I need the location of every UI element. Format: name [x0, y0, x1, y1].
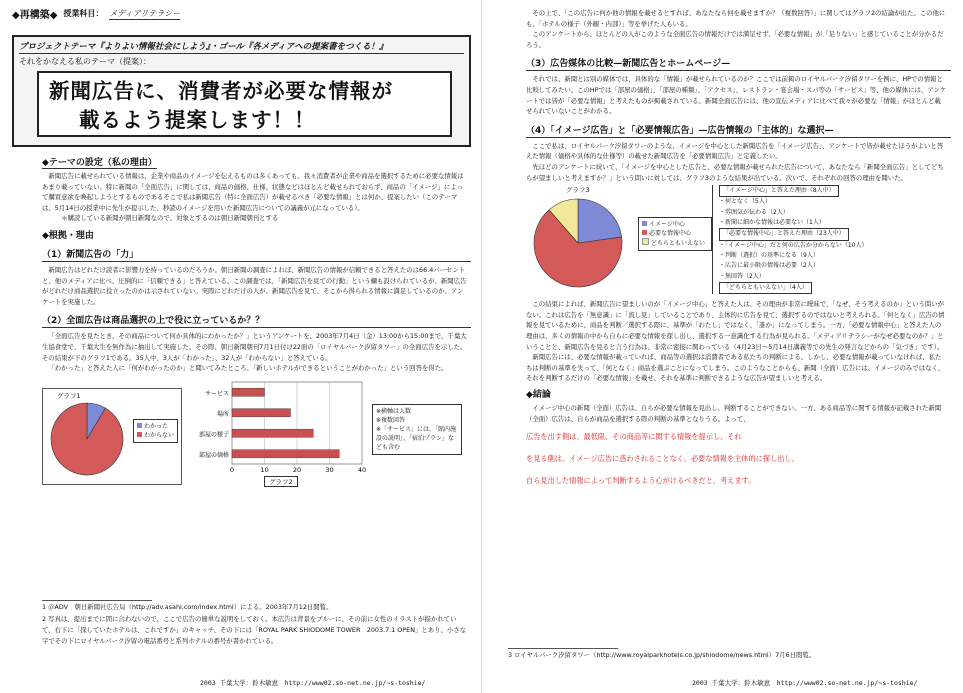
graph2-bars — [192, 376, 372, 488]
proposal-label: それをかなえる私のテーマ（提案）： — [19, 57, 151, 66]
legend-item-neither — [642, 238, 708, 248]
subject-label: 授業科目： — [63, 9, 104, 18]
legend-label: 必要な情報中心 — [649, 230, 692, 238]
graph1-pie — [45, 399, 145, 483]
legend-label: どちらともいえない — [651, 240, 706, 248]
graph3-pie — [526, 195, 646, 295]
bar-場所 — [232, 408, 291, 416]
y-category-label: 部屋の様子 — [198, 431, 229, 439]
graph1 — [42, 388, 182, 485]
header-title: ◆再構築◆ — [12, 10, 58, 21]
bar-部屋の様子 — [232, 429, 313, 437]
pie-slice-0 — [578, 199, 622, 243]
paragraph: その上で、「この広告に何か他の情報を載せるとすれば、あなたなら何を載せますか？（複数回答）」に関してはグラフ2の結論が出た。この他にも、「ホテルの様子（外観・内部）」等を挙げた人もいる。 — [526, 9, 946, 28]
section-heading-conclusion: ◆結論 — [526, 389, 551, 400]
footnote-1: 1 ＠ADV 朝日新聞社広告局（http://adv.asahi.com/index.html）による。2003年7月12日閲覧。 — [42, 603, 333, 611]
graph2 — [192, 376, 468, 488]
legend-item-info — [642, 229, 708, 238]
y-category-label: 部屋の価格 — [198, 451, 229, 459]
bar-サービス — [232, 388, 265, 396]
x-tick-label: 20 — [292, 465, 302, 474]
conclusion-red-line1: 広告を出す側は、最低限、その商品等に関する情報を提示し、それ — [526, 431, 742, 441]
graph3-legend — [638, 217, 712, 251]
graph3-reasons — [712, 185, 941, 294]
graph2-notes: ※横軸は人数 ※複数回答 ※「サービス」には、「館内施設の説明」、「宿泊プラン」なども含む — [372, 404, 462, 455]
x-tick-label: 40 — [357, 465, 367, 474]
reason-item: ・「イメージ中心」だと何の広告か分からない（10人） — [719, 241, 868, 249]
header — [12, 6, 471, 21]
proposal-title-box — [37, 71, 452, 137]
graph3-title: グラフ3 — [566, 186, 590, 195]
subheading-usefulness: （2）全面広告は商品選択の上で役に立っているか？？ — [42, 313, 471, 328]
theme-box — [12, 35, 471, 147]
paragraph: 「全面広告を見たとき、その商品について何か具体的にわかったか？」というアンケートを、2003年7月4日（金）13:00から15:00まで、千葉大生協食堂で、千葉大生を無作為に抽出して実施した。その際、朝日新聞朝刊7月1日付け22面の「ロイヤルパーク汐留タワー」の全面広告を示した。その結果が下のグラフ1である。35人中、3人が「わかった」、32人が「わからない」と答えている。 — [42, 332, 467, 362]
graph1-legend — [133, 419, 178, 443]
paragraph: 新聞広告はどれだけ読者に影響力を持っているのだろうか。朝日新聞の調査によれば、新聞広告の情報が信頼できると答えたのは66.4パーセントと、他のメディアに比べ、圧倒的に「信頼できる」と答えている。この調査では、「新聞広告を見ての行動」という欄も設けられているが、新聞広告がどれだけ商品選択に役立ったのかは示されていない。実際にどれだけの人が、新聞広告を見て、そこから得られる情報に満足しているのか、アンケートを実施した。 — [42, 265, 467, 306]
reason-heading-image: 「イメージ中心」と答えた理由（8人中） — [719, 185, 839, 197]
reason-item: ・無回答（2人） — [719, 272, 765, 280]
legend-label: イメージ中心 — [649, 221, 685, 229]
x-tick-label: 10 — [260, 465, 269, 474]
project-theme-band: プロジェクトテーマ『よりよい情報社会にしよう』・ゴール『各メディアへの提案書をつくる！』 — [19, 40, 464, 54]
y-category-label: 場所 — [216, 410, 229, 418]
pie-slice-1 — [51, 403, 123, 475]
proposal-title-line1: 新聞広告に、消費者が必要な情報が — [49, 79, 393, 103]
x-tick-label: 30 — [325, 465, 334, 474]
subheading-power: （1）新聞広告の「力」 — [42, 247, 471, 262]
right-page — [482, 0, 963, 693]
bar-部屋の価格 — [232, 449, 339, 457]
legend-label: わかった — [144, 422, 169, 430]
reason-item: ・判断（選択）の基準になる（9人） — [719, 251, 819, 259]
paragraph: 「わかった」と答えた人に「何がわかったのか」と聞いてみたところ、「新しいホテルができるということがわかった」という回答を得た。 — [48, 364, 448, 373]
proposal-title-line2: 載るよう提案します！！ — [79, 108, 316, 132]
footnote-3: 3 ロイヤルパーク汐留タワー（http://www.royalparkhotels.co.jp/shiodome/news.html）7月6日閲覧。 — [508, 651, 816, 659]
graph1-title: グラフ1 — [57, 391, 81, 400]
y-category-label: サービス — [204, 390, 229, 398]
legend-item-understood — [137, 422, 174, 431]
graph3-row — [526, 185, 951, 299]
reason-item: ・新聞に細かな情報は必要ない（1人） — [719, 219, 825, 227]
reason-item: ・何となく（5人） — [719, 198, 771, 206]
paragraph: 新聞広告に載せられている情報は、企業や商品のイメージを伝えるものは多くあっても、我々消費者が企業や商品を選択するために必要な情報はあまり載っていない。特に新聞の「全面広告」に関しては、商品の価格、仕様、状態などはほとんど載せられておらず、商品の「イメージ」によって購買意欲を喚起しようとするものであるそこで私は新聞広告（特に全面広告）が載せるべき「必要な情報」とは何か、提案したい（このテーマは、5月14日の授業中に先生が提示した、秒読のイメージを用いた新聞広告についての議義が元になっている）。 — [42, 172, 464, 212]
subheading-media-compare: （3）広告媒体の比較—新聞広告とホームページ— — [526, 56, 951, 71]
legend-item-not-understood — [137, 431, 174, 440]
x-tick-label: 0 — [229, 465, 235, 474]
paragraph: このアンケートから、ほとんどの人がこのような全面広告の情報だけでは満足せず、「必要な情報」が「足りない」と感じていることが分かるだろう。 — [526, 30, 944, 49]
reason-item: ・広告に最小限の情報は必要（2人） — [719, 262, 819, 270]
paragraph: ここで私は、ロイヤルパーク汐留タワーのような、イメージを中心とした新聞広告を「イメージ広告」、アンケートで皆が載せたほうがよいと答えた情報（価格や具体的な仕様等）の載せた新聞広告を「必要情報広告」と定義したい。 — [526, 141, 944, 161]
legend-item-image — [642, 220, 708, 229]
footer: 2003 千葉大学：鈴木敏恵 http://www02.so-net.ne.jp/~s-toshie/ — [692, 679, 918, 687]
subject-name: メディアリテラシー — [109, 8, 181, 18]
section-heading-reasons: ◆根拠・理由 — [42, 230, 94, 241]
reason-heading-info: 「必要な情報中心」と答えた理由（23人中） — [719, 228, 849, 240]
conclusion-red-line2: を見る側は、イメージ広告に惑わされることなく、必要な情報を主体的に探し出し、 — [526, 453, 799, 463]
conclusion-red-line3: 自ら見出した情報によって判断するよう心がけるべきだと、考えます。 — [526, 475, 756, 485]
paragraph: この結果によれば、新聞広告に望ましいのが「イメージ中心」と答えた人は、その理由が非常に曖昧で、「なぜ、そう考えるのか」という問いがない。これは広告を「無意識」に「流し見」していることであり、主体的に広告を見て、選択するのではないと考えられる。「何となく」広告の情報を見ているために、商品を判断／選択する際に、基準が「わたし」ではなく、「誰か」になってしまう。一方、「必要な情報中心」と答えた人の理由は、多くの情報の中から自らに必要な情報を探し出し、選択する一意識化する行為が見られる。「メディアリテラシーがなぜ必要なのか？」ということと、新聞広告を見ると言う行為は、非常に密接に関わっている（4月23日〜5月14日講義等での先生の発言などからの「気づき」です）。 — [526, 300, 945, 351]
section-heading-theme: ◆テーマの設定（私の理由） — [42, 158, 157, 168]
graph2-title: グラフ2 — [264, 476, 298, 487]
footer: 2003 千葉大学：鈴木敏恵 http://www02.so-net.ne.jp/~s-toshie/ — [200, 679, 426, 687]
paragraph: それでは、新聞とは別の媒体では、具体的な「情報」が載せられているのか？ここでは前掲のロイヤルパーク汐留タワーを例に、HPでの情報と比較してみたい。このHPでは「部屋の価格」、「部屋の種類」、「アクセス」、レストラン・宴会場・スパ等の「サービス」等、他の媒体には、アンケートでは皆が「必要な情報」と考えたものが掲載されている。新聞全面広告には、他の宣伝メディアに比べて我々が必要な「情報」がほとんど載せられていないことがわかる。 — [526, 75, 947, 116]
paragraph: 先ほどのアンケートに続いて、「イメージを中心とした広告と、必要な情報が載せられた広告について、あなたなら「新聞全面広告」としてどちらが望ましいと考えますか？」という問いに対しては、グラフ3のような結果が出ている。次いで、それぞれの回答の理由を聞いた。 — [526, 162, 944, 182]
paragraph: イメージ中心の新聞（全面）広告は、自らが必要な情報を見出し、判断することができない。一方、ある商品等に関する情報が記載された新聞（全面）広告は、自らが商品を選択する際の判断の基準となりうる。よって、 — [526, 403, 942, 424]
paragraph-note: ＊購読している新聞が朝日新聞なので、対象とするのは朝日新聞朝刊とする — [61, 214, 279, 223]
subheading-image-vs-info: （4）「イメージ広告」と「必要情報広告」—広告情報の「主体的」な選択— — [526, 123, 951, 138]
legend-label: わからない — [144, 431, 175, 439]
reason-item: ・雰囲気が伝わる（2人） — [719, 208, 789, 216]
footnote-2: 2 写真は、提出までに間に合わないので、ここで広告の簡単な説明をしておく。本広告は背景をブルーに、その前に女性のイラストが描かれていて、右下に「探していたホテルは、これですか」のキャッチ、その下には「ROYAL PARK SHIODOME TOWER 2003.7.1 OPEN」とあり、小さな字でその下にロイヤルパーク汐留の電話番号と系列ホテルの番号が書かれている。 — [42, 615, 467, 645]
reason-heading-neither: 「どちらともいえない」（4人） — [719, 282, 812, 294]
paragraph: 新聞広告には、必要な情報が載っていれば、商品等の選択は消費者である私たちの判断による。しかし、必要な情報が載っていなければ、私たちは判断の基準を失って、「何となく」商品を選ぶことになってしまう。このようなことからも、新聞（全面）広告には、イメージのみではなく、それを判断するだけの「必要な情報」を載せ、それを基準に判断できるような広告が望ましいと考える。 — [526, 353, 945, 383]
figure-row — [42, 376, 471, 488]
